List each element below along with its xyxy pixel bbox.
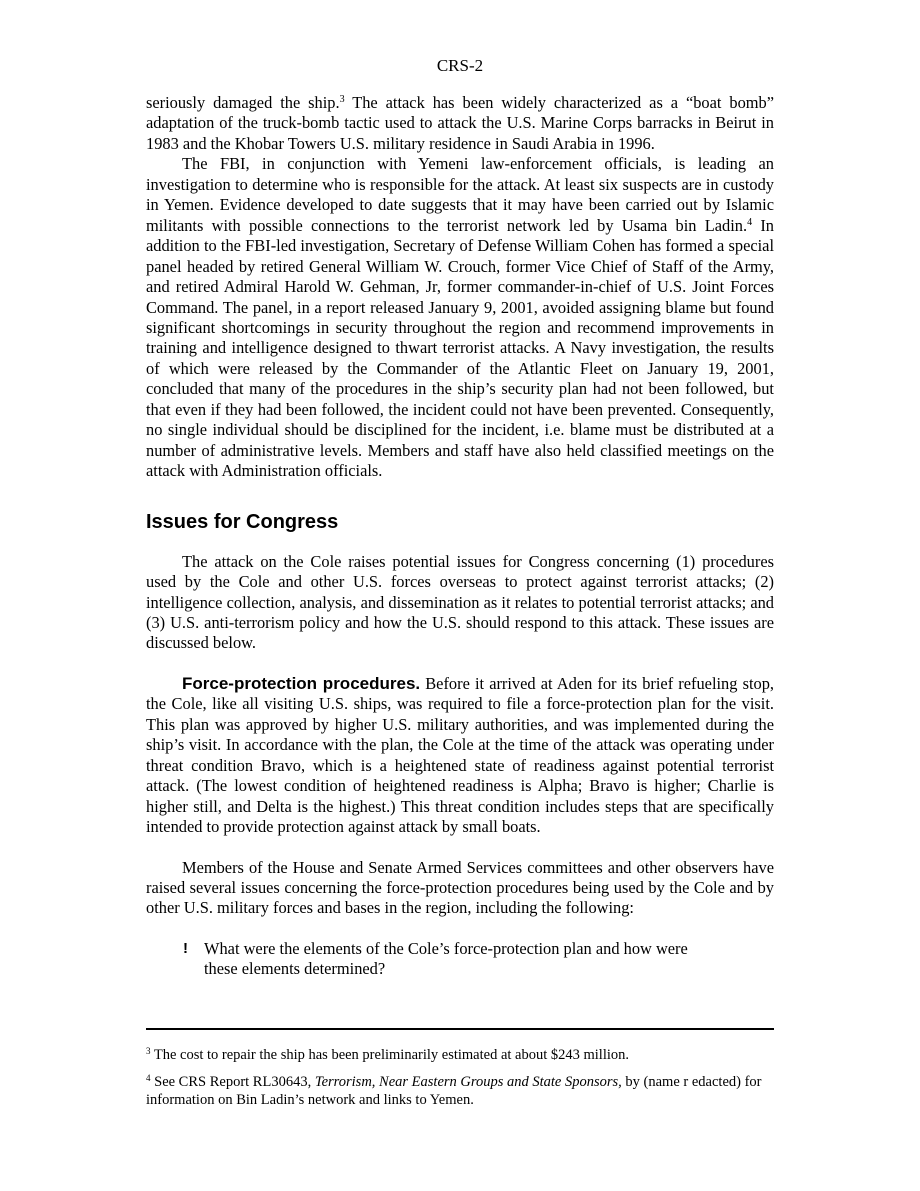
bullet-marker: ! — [183, 939, 188, 957]
footnote-number: 3 — [146, 1046, 151, 1056]
page-header-label: CRS-2 — [436, 56, 484, 75]
paragraph-issues-intro: The attack on the Cole raises potential issues for Congress concerning (1) procedures used by the Cole and other U.S. forces overseas to protect against terrorist attacks; (2) intelligence collection, analysis, and dissemination as it relates to potential terrorist attacks; and (3) U.S. anti-terrorism policy and how the U.S. should respond to this attack. These issues are discussed below. — [146, 551, 774, 653]
footnotes — [146, 1046, 774, 1118]
paragraph-text: The attack has been widely characterized as a “boat bomb” adaptation of the truck-bomb tactic used to attack the U.S. Marine Corps barracks in Beirut in 1983 and the Khobar Towers U.S. military residence in Saudi Arabia in 1996. — [146, 93, 774, 153]
footnote-text: See CRS Report RL30643, — [150, 1073, 315, 1090]
paragraph-text: seriously damaged the ship. — [146, 93, 340, 112]
footnote-3 — [146, 1046, 774, 1065]
footnote-4 — [146, 1073, 774, 1110]
section-heading: Issues for Congress — [146, 510, 339, 533]
bullet-list-item — [183, 938, 718, 980]
paragraph-committee-issues: Members of the House and Senate Armed Services committees and other observers have raised several issues concerning the force-protection procedures being used by the Cole and by other U.S. military forces and bases in the region, including the following: — [146, 857, 774, 918]
footnote-ref-4: 4 — [747, 216, 753, 228]
footnote-text: The cost to repair the ship has been preliminarily estimated at about $243 million. — [150, 1047, 630, 1063]
paragraph-fbi-investigation — [146, 154, 774, 481]
paragraph-text: In addition to the FBI-led investigation, Secretary of Defense William Cohen has formed a special panel headed by retired General William W. Crouch, former Vice Chief of Staff of the Army, and retired Admiral Harold W. Gehman, Jr, former commander-in-chief of U.S. Joint Forces Command. The panel, in a report released January 9, 2001, avoided assigning blame but found significant shortcomings in security throughout the region and recommend improvements in training and intelligence designed to thwart terrorist attacks. A Navy investigation, the results of which were released by the Commander of the Atlantic Fleet on January 19, 2001, concluded that many of the procedures in the ship’s security plan had not been followed, but that even if they had been followed, the incident could not have been prevented. Consequently, no single individual should be disciplined for the incident, i.e. blame must be distributed at a number of administrative levels. Members and staff have also held classified meetings on the attack with Administration officials. — [146, 215, 774, 481]
paragraph-continuation — [146, 93, 774, 154]
footnote-text: by (name r edacted) for information on Bin Ladin’s network and links to Yemen. — [146, 1073, 762, 1108]
paragraph-text: Before it arrived at Aden for its brief refueling stop, the Cole, like all visiting U.S. ships, was required to file a force-protection plan for the visit. This plan was approved by higher U.S. military authorities, and was implemented during the ship’s visit. In accordance with the plan, the Cole at the time of the attack was operating under threat condition Bravo, which is a heightened state of readiness against potential terrorist attack. (The lowest condition of heightened readiness is Alpha; Bravo is higher; Charlie is higher still, and Delta is the highest.) This threat condition includes steps that are specifically intended to provide protection against attack by small boats. — [146, 673, 774, 837]
footnote-separator — [146, 1028, 774, 1030]
run-in-heading: Force-protection procedures. — [182, 673, 421, 693]
paragraph-text: The FBI, in conjunction with Yemeni law-enforcement officials, is leading an investigation to determine who is responsible for the attack. At least six suspects are in custody in Yemen. Evidence developed to date suggests that it may have been carried out by Islamic militants with possible connections to the terrorist network led by Usama bin Ladin. — [146, 154, 774, 235]
document-body — [146, 93, 774, 980]
paragraph-force-protection — [146, 674, 774, 838]
bullet-text: What were the elements of the Cole’s force-protection plan and how were these elements determined? — [204, 938, 688, 979]
footnote-ref-3: 3 — [339, 94, 345, 105]
footnote-number: 4 — [146, 1072, 151, 1083]
cited-report-title: Terrorism, Near Eastern Groups and State Sponsors, — [314, 1073, 622, 1090]
